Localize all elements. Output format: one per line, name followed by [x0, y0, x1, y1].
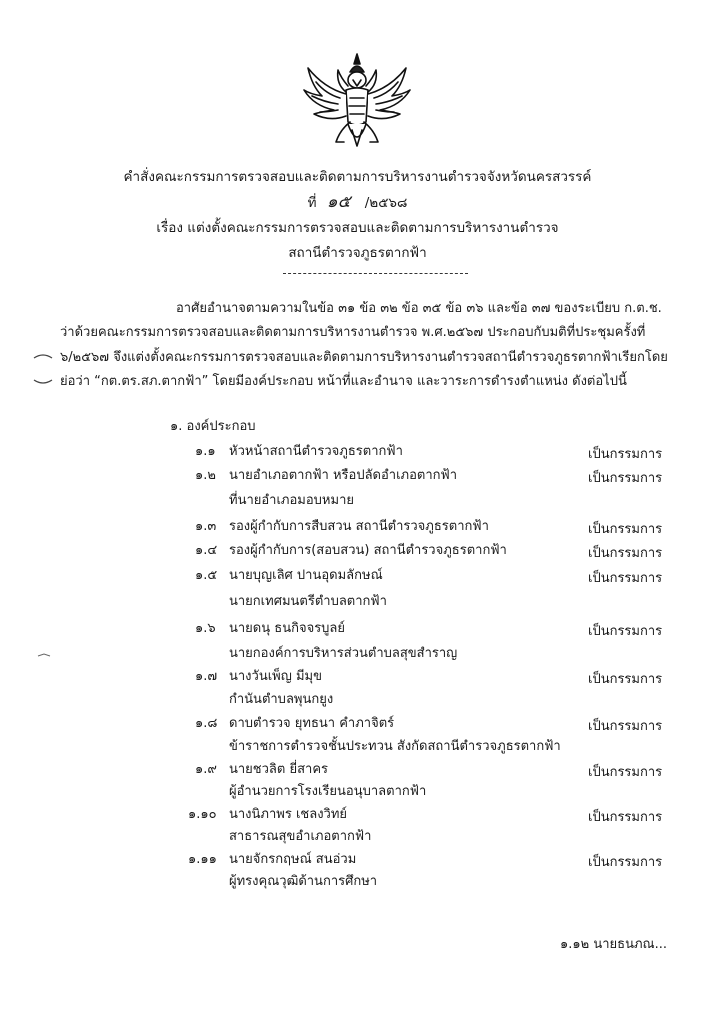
- punch-hole-mark: [30, 352, 56, 386]
- member-position: ผู้อำนวยการโรงเรียนอนุบาลตากฟ้า: [229, 784, 427, 799]
- order-title: คำสั่งคณะกรรมการตรวจสอบและติดตามการบริหารงานตำรวจจังหวัดนครสวรรค์: [123, 169, 592, 185]
- member-number: ๑.๕: [195, 568, 218, 583]
- member-position: ผู้ทรงคุณวุฒิด้านการศึกษา: [229, 874, 378, 889]
- member-name: รองผู้กำกับการสืบสวน สถานีตำรวจภูธรตากฟ้า: [229, 519, 489, 534]
- member-name: รองผู้กำกับการ(สอบสวน) สถานีตำรวจภูธรตากฟ้า: [229, 543, 507, 558]
- member-name: นายจักรกฤษณ์ สนอ่วม: [229, 852, 357, 867]
- member-number: ๑.๔: [195, 543, 218, 558]
- member-role: เป็นกรรมการ: [588, 719, 663, 734]
- intro-line-3: ๖/๒๕๖๗ จึงแต่งตั้งคณะกรรมการตรวจสอบและติดตามการบริหารงานตำรวจสถานีตำรวจภูธรตากฟ้าเรียกโดย: [60, 350, 668, 365]
- member-number: ๑.๘: [195, 716, 218, 731]
- member-role: เป็นกรรมการ: [588, 546, 663, 561]
- member-number: ๑.๓: [195, 519, 217, 534]
- intro-line-4: ย่อว่า “กต.ตร.สภ.ตากฟ้า” โดยมีองค์ประกอบ หน้าที่และอำนาจ และวาระการดำรงตำแหน่ง ดังต่อไปนี้: [60, 374, 627, 389]
- member-role: เป็นกรรมการ: [588, 765, 663, 780]
- order-number-prefix: ที่: [307, 195, 317, 211]
- member-role: เป็นกรรมการ: [588, 624, 663, 639]
- member-name: นายอำเภอตากฟ้า หรือปลัดอำเภอตากฟ้า: [229, 468, 458, 483]
- intro-line-1: อาศัยอำนาจตามความในข้อ ๓๑ ข้อ ๓๒ ข้อ ๓๕ ข้อ ๓๖ และข้อ ๓๗ ของระเบียบ ก.ต.ช.: [176, 301, 662, 316]
- member-role: เป็นกรรมการ: [588, 672, 663, 687]
- intro-line-2: ว่าด้วยคณะกรรมการตรวจสอบและติดตามการบริหารงานตำรวจ พ.ศ.๒๕๖๗ ประกอบกับมติที่ประชุมครั้งที่: [60, 325, 646, 340]
- member-name: นางนิภาพร เชลงวิทย์: [229, 807, 348, 822]
- separator-line: [283, 273, 468, 274]
- member-name: นายดนุ ธนกิจจรบูลย์: [229, 621, 346, 636]
- member-number: ๑.๙: [195, 762, 217, 777]
- member-role: เป็นกรรมการ: [588, 471, 663, 486]
- member-position: ข้าราชการตำรวจชั้นประทวน สังกัดสถานีตำรวจภูธรตากฟ้า: [229, 739, 561, 754]
- member-role: เป็นกรรมการ: [588, 571, 663, 586]
- subject-line-2: สถานีตำรวจภูธรตากฟ้า: [288, 245, 427, 261]
- member-name: ดาบตำรวจ ยุทธนา คำภาจิตร์: [229, 716, 395, 731]
- member-name: หัวหน้าสถานีตำรวจภูธรตากฟ้า: [229, 444, 403, 459]
- member-position: กำนันตำบลพุนกยูง: [229, 692, 334, 707]
- order-number-line: [0, 188, 715, 215]
- member-number: ๑.๑๐: [188, 807, 217, 822]
- section-title: ๑. องค์ประกอบ: [170, 419, 256, 434]
- member-number: ๑.๗: [195, 669, 218, 684]
- member-position: ที่นายอำเภอมอบหมาย: [229, 493, 354, 508]
- member-number: ๑.๑: [195, 444, 216, 459]
- member-name: นางวันเพ็ญ มีมุข: [229, 669, 322, 684]
- member-role: เป็นกรรมการ: [588, 810, 663, 825]
- member-name: นายบุญเลิศ ปานอุดมลักษณ์: [229, 568, 383, 583]
- garuda-emblem-icon: [300, 50, 415, 155]
- member-name: นายชวลิต ยี่สาคร: [229, 762, 328, 777]
- next-page-continuation: ๑.๑๒ นายธนภณ...: [560, 937, 667, 952]
- member-role: เป็นกรรมการ: [588, 522, 663, 537]
- member-number: ๑.๒: [195, 468, 216, 483]
- speck-mark: [36, 650, 56, 660]
- member-role: เป็นกรรมการ: [588, 855, 663, 870]
- member-role: เป็นกรรมการ: [588, 447, 663, 462]
- member-position: สาธารณสุขอำเภอตากฟ้า: [229, 829, 372, 844]
- member-number: ๑.๖: [195, 621, 216, 636]
- order-number: ๑๕: [326, 192, 351, 212]
- subject-line-1: เรื่อง แต่งตั้งคณะกรรมการตรวจสอบและติดตามการบริหารงานตำรวจ: [156, 220, 559, 236]
- member-number: ๑.๑๑: [188, 852, 217, 867]
- order-year: /๒๕๖๘: [364, 195, 408, 211]
- member-position: นายกองค์การบริหารส่วนตำบลสุขสำราญ: [229, 646, 458, 661]
- member-position: นายกเทศมนตรีตำบลตากฟ้า: [229, 594, 387, 609]
